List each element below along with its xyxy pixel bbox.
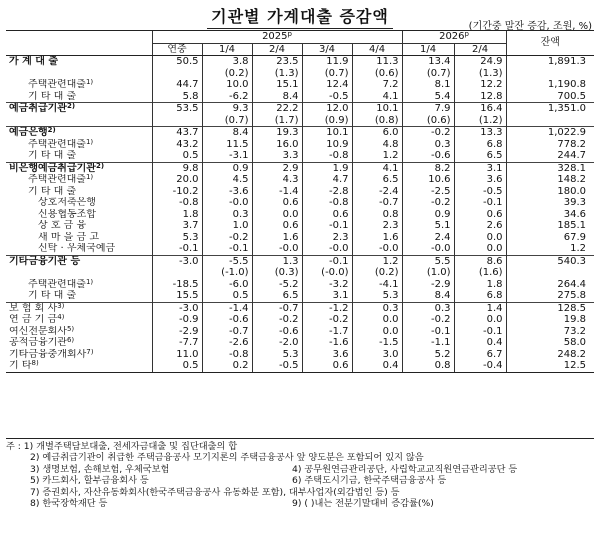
table-cell: -3.1	[202, 150, 252, 162]
table-cell: -0.9	[152, 314, 202, 326]
table-cell: 67.9	[506, 232, 594, 244]
table-row	[6, 139, 594, 151]
table-cell: 264.4	[506, 279, 594, 291]
table-cell: 8.2	[402, 162, 454, 174]
table-cell: (0.7)	[202, 115, 252, 127]
table-cell: -3.6	[202, 186, 252, 198]
table-cell: 148.2	[506, 174, 594, 186]
table-cell: -0.7	[252, 302, 302, 314]
table-cell: -1.5	[352, 337, 402, 349]
table-cell: 2.6	[454, 220, 506, 232]
table-cell: 8.4	[252, 91, 302, 103]
row-label: 기 타 대 출	[28, 290, 77, 301]
table-cell: 0.4	[454, 337, 506, 349]
table-cell: 3.7	[152, 220, 202, 232]
table-cell: (1.2)	[454, 115, 506, 127]
table-cell: -0.2	[402, 127, 454, 139]
table-cell: 5.8	[152, 91, 202, 103]
table-cell: 5.1	[402, 220, 454, 232]
table-cell: (1.3)	[252, 68, 302, 80]
table-cell: -3.0	[152, 302, 202, 314]
table-cell: (0.8)	[352, 115, 402, 127]
table-cell: -1.7	[302, 326, 352, 338]
table-cell: 1,022.9	[506, 127, 594, 139]
table-row	[6, 220, 594, 232]
table-cell: 2.4	[402, 232, 454, 244]
table-cell: 23.5	[252, 56, 302, 68]
table-cell: (0.6)	[352, 68, 402, 80]
header-q4: 4/4	[352, 43, 402, 56]
table-row	[6, 232, 594, 244]
header-blank	[6, 31, 152, 56]
table-row	[6, 360, 594, 372]
table-row	[6, 150, 594, 162]
table-cell: 5.4	[402, 91, 454, 103]
row-label: 여신전문회사$^{5)}$	[9, 325, 75, 337]
table-cell: 0.3	[202, 209, 252, 221]
table-cell: 128.5	[506, 302, 594, 314]
table-cell: 11.9	[302, 56, 352, 68]
table-cell: 73.2	[506, 326, 594, 338]
table-row	[6, 103, 594, 115]
table-cell: -1.4	[252, 186, 302, 198]
table-cell: (1.6)	[454, 267, 506, 279]
row-label: 새 마 을 금 고	[38, 231, 100, 243]
table-cell: 0.6	[302, 360, 352, 372]
table-body	[6, 56, 594, 373]
table-row	[6, 337, 594, 349]
row-label: 예금취급기관$^{2)}$	[9, 102, 76, 114]
header-2026-q2: 2/4	[454, 43, 506, 56]
table-row	[6, 91, 594, 103]
row-label: 신탁 · 우체국예금	[38, 243, 116, 254]
table-cell: 248.2	[506, 349, 594, 361]
table-cell: -1.4	[202, 302, 252, 314]
unit-label: (기간중 말잔 증감, 조원, %)	[468, 21, 592, 32]
table-cell: 0.6	[252, 197, 302, 209]
table-cell: 7.2	[352, 79, 402, 91]
table-cell: 4.5	[202, 174, 252, 186]
table-cell: 34.6	[506, 209, 594, 221]
table-cell: -0.2	[252, 314, 302, 326]
header-year-2025: 2025$^p$	[152, 31, 402, 44]
row-label: 주택관련대출$^{1)}$	[28, 79, 94, 90]
footnote-5: 5) 카드회사, 할부금융회사 등	[30, 475, 149, 487]
table-cell: 16.0	[252, 139, 302, 151]
table-cell: 1,190.8	[506, 79, 594, 91]
table-cell: -0.0	[352, 243, 402, 255]
table-cell: 39.3	[506, 197, 594, 209]
table-cell: 6.8	[454, 139, 506, 151]
table-cell	[152, 115, 202, 127]
table-cell: 2.3	[352, 220, 402, 232]
table-cell: 12.0	[302, 103, 352, 115]
row-label: 주택관련대출$^{1)}$	[28, 174, 94, 185]
table-row	[6, 79, 594, 91]
table-cell: 1,891.3	[506, 56, 594, 68]
table-cell: 6.0	[352, 127, 402, 139]
table-cell: (0.7)	[302, 68, 352, 80]
table-row	[6, 115, 594, 127]
table-cell: 0.8	[352, 209, 402, 221]
table-cell: 778.2	[506, 139, 594, 151]
table-cell: 0.2	[202, 360, 252, 372]
table-cell: 8.6	[454, 255, 506, 267]
table-cell: -5.2	[252, 279, 302, 291]
table-cell: 53.5	[152, 103, 202, 115]
table-cell: 6.5	[454, 150, 506, 162]
row-label: 기타금융기관 등	[9, 255, 81, 267]
table-cell: (-1.0)	[202, 267, 252, 279]
table-cell: 1.6	[352, 232, 402, 244]
table-cell: 12.5	[506, 360, 594, 372]
table-cell: 0.8	[402, 360, 454, 372]
table-cell: 0.4	[352, 360, 402, 372]
table-cell: -2.9	[402, 279, 454, 291]
table-cell: -0.1	[454, 326, 506, 338]
table-row	[6, 290, 594, 302]
table-row	[6, 326, 594, 338]
table-cell: 11.3	[352, 56, 402, 68]
table-cell: 12.8	[454, 91, 506, 103]
table-cell: -0.0	[402, 243, 454, 255]
table-cell: -6.2	[202, 91, 252, 103]
table-cell: -2.5	[402, 186, 454, 198]
row-label: 주택관련대출$^{1)}$	[28, 278, 94, 290]
table-cell: 7.9	[402, 103, 454, 115]
table-cell: 15.1	[252, 79, 302, 91]
table-cell: 3.1	[454, 162, 506, 174]
table-cell: 11.0	[152, 349, 202, 361]
table-cell: 5.2	[402, 349, 454, 361]
footnote-1: 주 : 1) 개별주택담보대출, 전세자금대출 및 집단대출의 합	[6, 441, 238, 452]
table-row	[6, 209, 594, 221]
header-year-2026: 2026$^p$	[402, 31, 506, 44]
table-row	[6, 302, 594, 314]
table-cell: 0.9	[202, 162, 252, 174]
table-cell: 3.0	[352, 349, 402, 361]
table-cell: 1.9	[302, 162, 352, 174]
table-cell: 1.6	[252, 232, 302, 244]
table-cell: 2.9	[252, 162, 302, 174]
footnote-8: 8) 한국장학재단 등	[30, 498, 108, 510]
table-cell: 4.7	[302, 174, 352, 186]
row-label	[6, 267, 152, 279]
table-cell: 3.6	[454, 174, 506, 186]
table-cell: 3.1	[302, 290, 352, 302]
table-row	[6, 186, 594, 198]
row-label: 상 호 금 융	[38, 220, 87, 231]
row-label	[6, 115, 152, 127]
table-cell: -3.2	[302, 279, 352, 291]
row-label: 기타금융중개회사$^{7)}$	[9, 348, 94, 360]
table-cell: 43.7	[152, 127, 202, 139]
header-q1: 1/4	[202, 43, 252, 56]
table-cell: 1.4	[454, 302, 506, 314]
table-cell: -2.0	[252, 337, 302, 349]
table-cell: (0.2)	[352, 267, 402, 279]
table-cell: -0.7	[202, 326, 252, 338]
table-cell: 19.3	[252, 127, 302, 139]
table-cell: 43.2	[152, 139, 202, 151]
table-cell: -0.0	[202, 197, 252, 209]
table-cell: 50.5	[152, 56, 202, 68]
table-cell: 185.1	[506, 220, 594, 232]
table-cell: -0.8	[302, 150, 352, 162]
table-cell: 44.7	[152, 79, 202, 91]
table-cell: 1.3	[252, 255, 302, 267]
table-cell: -1.6	[302, 337, 352, 349]
table-cell: 1.2	[352, 255, 402, 267]
table-cell: 10.6	[402, 174, 454, 186]
loan-table	[6, 30, 594, 373]
table-cell: -0.1	[302, 255, 352, 267]
table-cell: 8.4	[402, 290, 454, 302]
row-label	[6, 68, 152, 80]
table-cell: 0.3	[402, 302, 454, 314]
table-cell: -3.0	[152, 255, 202, 267]
table-row	[6, 56, 594, 68]
table-row	[6, 68, 594, 80]
table-cell: -5.5	[202, 255, 252, 267]
table-cell: -0.0	[302, 243, 352, 255]
table-cell: (1.7)	[252, 115, 302, 127]
table-cell: 1.2	[506, 243, 594, 255]
table-cell: 0.0	[454, 232, 506, 244]
footnotes	[6, 438, 594, 509]
table-cell: 4.1	[352, 91, 402, 103]
table-cell: 540.3	[506, 255, 594, 267]
row-label: 주택관련대출$^{1)}$	[28, 138, 94, 150]
table-cell: 16.4	[454, 103, 506, 115]
table-cell: -0.8	[152, 197, 202, 209]
footnote-4: 4) 공무원연금관리공단, 사립학교교직원연금관리공단 등	[292, 463, 518, 475]
header-annual: 연중	[152, 43, 202, 56]
row-label: 기 타 대 출	[28, 90, 77, 102]
table-cell: -0.1	[454, 197, 506, 209]
table-cell: 0.3	[402, 139, 454, 151]
table-cell: 0.5	[202, 290, 252, 302]
table-cell: -0.4	[454, 360, 506, 372]
table-cell: 6.8	[454, 290, 506, 302]
table-cell: -4.1	[352, 279, 402, 291]
table-cell: -0.8	[202, 349, 252, 361]
table-cell: 1.2	[352, 150, 402, 162]
table-cell: 2.3	[302, 232, 352, 244]
header-q2: 2/4	[252, 43, 302, 56]
table-cell	[152, 68, 202, 80]
table-cell: 3.6	[302, 349, 352, 361]
table-cell: -0.2	[402, 314, 454, 326]
table-cell: -0.2	[302, 314, 352, 326]
row-label: 신용협동조합	[38, 208, 96, 220]
table-row	[6, 127, 594, 139]
table-row	[6, 162, 594, 174]
table-cell: 8.4	[202, 127, 252, 139]
table-cell: -0.5	[302, 91, 352, 103]
table-row	[6, 279, 594, 291]
table-cell: -6.0	[202, 279, 252, 291]
table-cell: 0.6	[302, 209, 352, 221]
table-row	[6, 243, 594, 255]
table-row	[6, 197, 594, 209]
header-q3: 3/4	[302, 43, 352, 56]
table-cell: 244.7	[506, 150, 594, 162]
table-cell: 11.5	[202, 139, 252, 151]
table-cell: 328.1	[506, 162, 594, 174]
table-cell: 3.3	[252, 150, 302, 162]
table-cell: 5.3	[252, 349, 302, 361]
table-cell: 20.0	[152, 174, 202, 186]
table-row	[6, 255, 594, 267]
table-cell: 12.2	[454, 79, 506, 91]
row-label: 상호저축은행	[38, 197, 96, 208]
table-cell: -0.0	[252, 243, 302, 255]
table-cell: 10.1	[352, 103, 402, 115]
table-cell: 6.5	[252, 290, 302, 302]
table-cell: -0.1	[302, 220, 352, 232]
table-cell: 6.7	[454, 349, 506, 361]
table-cell: -0.6	[252, 326, 302, 338]
table-cell: 0.0	[352, 326, 402, 338]
table-cell: 0.0	[352, 314, 402, 326]
row-label: 가 계 대 출	[9, 56, 59, 67]
table-cell: -1.2	[302, 302, 352, 314]
table-cell: -0.5	[454, 186, 506, 198]
row-label: 기 타 대 출	[28, 185, 77, 197]
table-cell: 6.5	[352, 174, 402, 186]
row-label: 공적금융기관$^{6)}$	[9, 337, 75, 348]
table-row	[6, 267, 594, 279]
table-cell: (0.7)	[402, 68, 454, 80]
page-title: 기관별 가계대출 증감액	[0, 4, 600, 29]
table-cell: 13.4	[402, 56, 454, 68]
table-cell: -7.7	[152, 337, 202, 349]
row-label: 기 타$^{8)}$	[6, 360, 152, 372]
table-cell: 3.8	[202, 56, 252, 68]
table-cell: (0.3)	[252, 267, 302, 279]
table-cell	[506, 115, 594, 127]
footnote-9: 9) ( )내는 전분기말대비 증감률(%)	[292, 498, 434, 510]
table-cell: -2.4	[352, 186, 402, 198]
table-cell: 5.5	[402, 255, 454, 267]
table-cell: 9.3	[202, 103, 252, 115]
table-cell: -0.7	[352, 197, 402, 209]
footnote-2: 2) 예금취급기관이 취급한 주택금융공사 모기지론의 주택금융공사 앞 양도분은 포함되어 있지 않음	[30, 452, 424, 464]
table-cell: 0.6	[252, 220, 302, 232]
table-cell: 10.1	[302, 127, 352, 139]
table-cell: 12.4	[302, 79, 352, 91]
table-cell: 10.9	[302, 139, 352, 151]
table-cell: -2.6	[202, 337, 252, 349]
table-cell: 4.8	[352, 139, 402, 151]
table-cell: 700.5	[506, 91, 594, 103]
table-cell: -0.5	[252, 360, 302, 372]
table-cell: -1.1	[402, 337, 454, 349]
row-label: 연 금 기 금$^{4)}$	[9, 314, 65, 325]
table-cell: 4.1	[352, 162, 402, 174]
row-label: 기 타 대 출	[28, 150, 77, 161]
table-cell: 275.8	[506, 290, 594, 302]
table-row	[6, 349, 594, 361]
table-cell	[506, 68, 594, 80]
table-cell: -0.1	[152, 243, 202, 255]
table-cell: 24.9	[454, 56, 506, 68]
table-cell: (0.9)	[302, 115, 352, 127]
table-cell: (1.3)	[454, 68, 506, 80]
table-cell: -0.1	[402, 326, 454, 338]
table-cell: 8.1	[402, 79, 454, 91]
table-cell: (0.6)	[402, 115, 454, 127]
table-cell: 1.8	[152, 209, 202, 221]
table-cell: 15.5	[152, 290, 202, 302]
table-cell: -0.2	[402, 197, 454, 209]
table-cell: -2.8	[302, 186, 352, 198]
table-cell: -0.8	[302, 197, 352, 209]
table-cell: 19.8	[506, 314, 594, 326]
table-row	[6, 314, 594, 326]
row-label: 예금은행$^{2)}$	[9, 126, 56, 138]
table-cell: -2.9	[152, 326, 202, 338]
table-cell: 0.6	[454, 209, 506, 221]
table-cell: 10.0	[202, 79, 252, 91]
table-cell: 22.2	[252, 103, 302, 115]
table-cell: 180.0	[506, 186, 594, 198]
table-cell: -0.6	[202, 314, 252, 326]
table-cell: 0.0	[454, 243, 506, 255]
footnote-6: 6) 주택도시기금, 한국주택금융공사 등	[292, 475, 447, 487]
table-cell: 0.3	[352, 302, 402, 314]
table-cell: 58.0	[506, 337, 594, 349]
row-label: 보 험 회 사$^{3)}$	[9, 302, 65, 314]
table-cell: -0.1	[202, 243, 252, 255]
table-cell: 5.3	[152, 232, 202, 244]
table-cell: -0.2	[202, 232, 252, 244]
table-cell: -10.2	[152, 186, 202, 198]
table-cell	[506, 267, 594, 279]
table-cell: 1.8	[454, 279, 506, 291]
table-cell: 0.9	[402, 209, 454, 221]
header-balance: 잔액	[506, 31, 594, 56]
table-cell: 13.3	[454, 127, 506, 139]
table-cell: 0.5	[152, 360, 202, 372]
row-label: 비은행예금취급기관$^{2)}$	[9, 162, 105, 174]
table-cell: 0.5	[152, 150, 202, 162]
table-cell: -0.6	[402, 150, 454, 162]
table-cell: 4.3	[252, 174, 302, 186]
footnote-7: 7) 증권회사, 자산유동화회사(한국주택금융공사 유동화분 포함), 대부사업자(외감법인 등) 등	[30, 486, 400, 498]
table-cell: (0.2)	[202, 68, 252, 80]
table-cell: 1,351.0	[506, 103, 594, 115]
table-cell: 1.0	[202, 220, 252, 232]
table-cell: 0.0	[252, 209, 302, 221]
table-cell: (1.0)	[402, 267, 454, 279]
table-cell: -18.5	[152, 279, 202, 291]
footnote-3: 3) 생명보험, 손해보험, 우체국보험	[30, 463, 170, 475]
table-cell: 9.8	[152, 162, 202, 174]
table-cell: (-0.0)	[302, 267, 352, 279]
table-cell: 0.0	[454, 314, 506, 326]
header-2026-q1: 1/4	[402, 43, 454, 56]
table-cell	[152, 267, 202, 279]
table-cell: 5.3	[352, 290, 402, 302]
table-row	[6, 174, 594, 186]
